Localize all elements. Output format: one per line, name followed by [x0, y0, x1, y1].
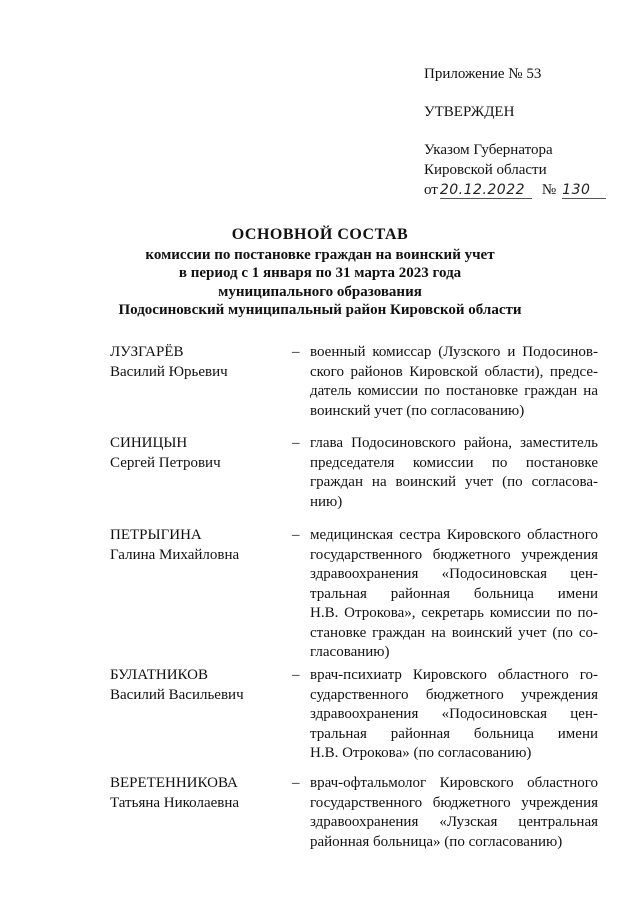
member-given-name: Василий Юрьевич [110, 363, 228, 380]
member-name [110, 343, 290, 382]
member-name [110, 526, 290, 565]
number-sign: № [541, 182, 557, 198]
member-dash: – [292, 667, 300, 683]
title-line-4: Подосиновский муниципальный район Кировской области [118, 302, 522, 318]
description-line: Н.В. Отрокова» (по согласованию) [310, 745, 532, 761]
title-main: ОСНОВНОЙ СОСТАВ [231, 226, 409, 243]
description-line: врач-офтальмолог Кировского областного [310, 775, 598, 791]
member-description [310, 343, 598, 421]
description-line: воинский учет (по согласованию) [310, 402, 525, 419]
member-surname: ВЕРЕТЕННИКОВА [110, 775, 238, 791]
title-line-3: муниципального образования [218, 283, 422, 300]
member-name [110, 774, 290, 813]
member-given-name: Татьяна Николаевна [110, 794, 240, 811]
description-line: нию) [310, 493, 343, 510]
member-given-name: Сергей Петрович [110, 454, 221, 471]
member-name [110, 666, 290, 705]
member-dash: – [292, 527, 300, 543]
document-title [60, 226, 580, 320]
description-line: государственного бюджетного учреждения [310, 546, 598, 563]
description-line: глава Подосиновского района, заместитель [310, 435, 598, 451]
description-line: врач-психиатр Кировского областного го- [310, 667, 598, 683]
date-prefix: от [424, 182, 438, 198]
member-surname: ПЕТРЫГИНА [110, 527, 202, 543]
description-line: ского районов Кировской области), предсе- [310, 363, 598, 380]
approved-label: УТВЕРЖДЕН [424, 104, 515, 120]
description-line: председателя комиссии по постановке [310, 454, 598, 471]
member-dash: – [292, 775, 300, 791]
title-line-2: в период с 1 января по 31 марта 2023 года [178, 265, 462, 281]
handwritten-date: 20.12.2022 [440, 182, 532, 199]
member-surname: СИНИЦЫН [110, 435, 188, 451]
appendix-number: Приложение № 53 [424, 66, 542, 82]
member-description [310, 526, 598, 663]
description-line: медицинская сестра Кировского областного [310, 527, 598, 543]
description-line: здравоохранения «Лузская центральная [310, 814, 598, 830]
description-line: военный комиссар (Лузского и Подосинов- [310, 344, 598, 360]
member-description [310, 434, 598, 512]
member-name [110, 434, 290, 473]
description-line: районная больница» (по согласованию) [310, 833, 563, 850]
description-line: граждан на воинский учет (по согласова- [310, 474, 598, 490]
decree-line-2: Кировской области [424, 162, 547, 178]
member-given-name: Галина Михайловна [110, 546, 240, 563]
member-description [310, 666, 598, 764]
description-line: здравоохранения «Подосиновская цен- [310, 706, 598, 722]
handwritten-number: 130 [562, 182, 606, 199]
member-surname: БУЛАТНИКОВ [110, 667, 208, 683]
member-dash: – [292, 344, 300, 360]
description-line: сударственного бюджетного учреждения [310, 686, 598, 703]
description-line: тральная районная больница имени [310, 725, 598, 742]
description-line: здравоохранения «Подосиновская цен- [310, 566, 598, 582]
title-line-1: комиссии по постановке граждан на воинский учет [145, 246, 495, 263]
description-line: становке граждан на воинский учет (по со- [310, 624, 598, 641]
decree-date-line [424, 180, 624, 200]
member-given-name: Василий Васильевич [110, 686, 244, 703]
description-line: тральная районная больница имени [310, 585, 598, 602]
decree-line-1: Указом Губернатора [424, 142, 553, 158]
member-description [310, 774, 598, 852]
description-line: государственного бюджетного учреждения [310, 794, 598, 811]
description-line: гласованию) [310, 644, 390, 660]
approval-stamp-block [424, 64, 624, 200]
description-line: датель комиссии по постановке граждан на [310, 383, 598, 399]
member-surname: ЛУЗГАРЁВ [110, 344, 184, 360]
description-line: Н.В. Отрокова», секретарь комиссии по по- [310, 605, 598, 621]
member-dash: – [292, 435, 300, 451]
